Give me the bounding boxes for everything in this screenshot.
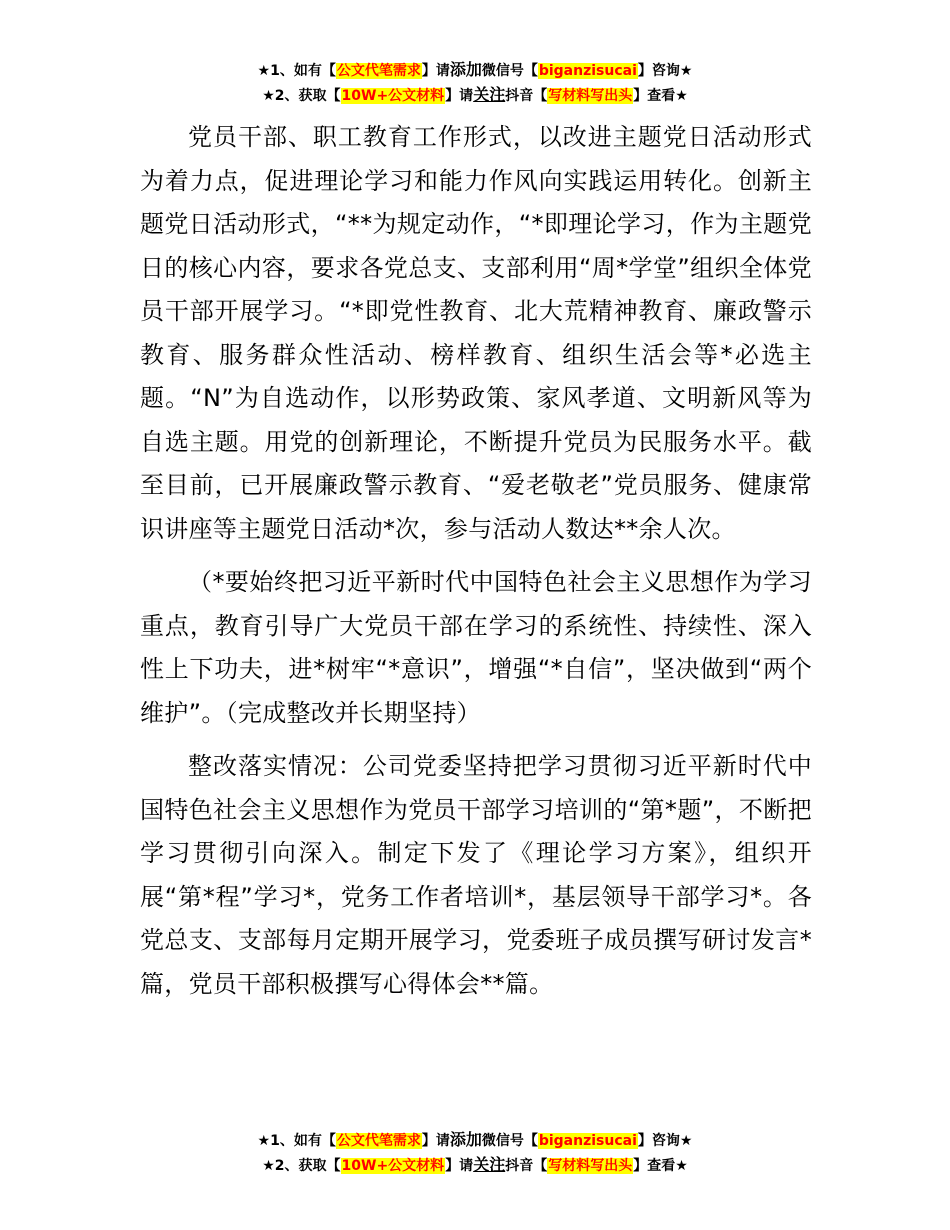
banner-text: 1、如有【 — [270, 63, 336, 79]
banner-text: 2、获取【 — [274, 1158, 341, 1174]
banner-text: 2、获取【 — [274, 88, 341, 104]
banner-line-2 — [0, 1153, 950, 1178]
banner-text: 】查看 — [633, 1158, 676, 1174]
star-icon: ★ — [262, 88, 275, 104]
star-icon: ★ — [257, 1133, 271, 1149]
banner-text: 】请 — [445, 1158, 474, 1174]
banner-text: 抖音【 — [505, 88, 548, 104]
banner-emphasis: 关注 — [473, 1155, 506, 1174]
paragraph-rectification-status: 整改落实情况：公司党委坚持把学习贯彻习近平新时代中国特色社会主义思想作为党员干部学习培训的“第*题”，不断把学习贯彻引向深入。制定下发了《理论学习方案》，组织开展“第*程”学习*，党务工作者培训*，基层领导干部学习*。各党总支、支部每月定期开展学习，党委班子成员撰写研讨发言*篇，党员干部积极撰写心得体会**篇。 — [140, 752, 812, 998]
star-icon: ★ — [679, 63, 693, 79]
banner-text: 1、如有【 — [270, 1133, 336, 1149]
banner-text: 】请 — [421, 1133, 450, 1149]
highlight-materials: 10W+公文材料 — [341, 1158, 445, 1174]
bottom-banner — [0, 1128, 950, 1178]
highlight-wechat-id: biganzisucai — [538, 1133, 637, 1149]
highlight-douyin-id: 写材料写出头 — [548, 1158, 633, 1174]
highlight-service: 公文代笔需求 — [336, 63, 421, 79]
banner-text: 】咨询 — [637, 1133, 680, 1149]
banner-line-1 — [0, 58, 950, 83]
banner-text: 微信号【 — [481, 1133, 538, 1149]
banner-emphasis: 关注 — [473, 85, 506, 104]
banner-emphasis: 添加 — [449, 60, 482, 79]
banner-text: 】查看 — [633, 88, 676, 104]
banner-text: 微信号【 — [481, 63, 538, 79]
paragraph-activity-forms: 党员干部、职工教育工作形式，以改进主题党日活动形式为着力点，促进理论学习和能力作风向实践运用转化。创新主题党日活动形式，“**为规定动作，“*即理论学习，作为主题党日的核心内容，要求各党总支、支部利用“周*学堂”组织全体党员干部开展学习。“*即党性教育、北大荒精神教育、廉政警示教育、服务群众性活动、榜样教育、组织生活会等*必选主题。“N”为自选动作，以形势政策、家风孝道、文明新风等为自选主题。用党的创新理论，不断提升党员为民服务水平。截至目前，已开展廉政警示教育、“爱老敬老”党员服务、健康常识讲座等主题党日活动*次，参与活动人数达**余人次。 — [140, 123, 812, 543]
banner-text: 】请 — [445, 88, 474, 104]
highlight-materials: 10W+公文材料 — [341, 88, 445, 104]
paragraph-rectification-item: （*要始终把习近平新时代中国特色社会主义思想作为学习重点，教育引导广大党员干部在学习的系统性、持续性、深入性上下功夫，进*树牢“*意识”，增强“*自信”，坚决做到“两个维护”。（完成整改并长期坚持） — [140, 568, 812, 727]
banner-line-2 — [0, 83, 950, 108]
banner-text: 抖音【 — [505, 1158, 548, 1174]
banner-text: 】咨询 — [637, 63, 680, 79]
star-icon: ★ — [675, 1158, 688, 1174]
document-body — [140, 116, 812, 1016]
star-icon: ★ — [262, 1158, 275, 1174]
banner-emphasis: 添加 — [449, 1130, 482, 1149]
banner-line-1 — [0, 1128, 950, 1153]
top-banner — [0, 58, 950, 108]
highlight-service: 公文代笔需求 — [336, 1133, 421, 1149]
banner-text: 】请 — [421, 63, 450, 79]
star-icon: ★ — [257, 63, 271, 79]
highlight-wechat-id: biganzisucai — [538, 63, 637, 79]
highlight-douyin-id: 写材料写出头 — [548, 88, 633, 104]
star-icon: ★ — [675, 88, 688, 104]
star-icon: ★ — [679, 1133, 693, 1149]
